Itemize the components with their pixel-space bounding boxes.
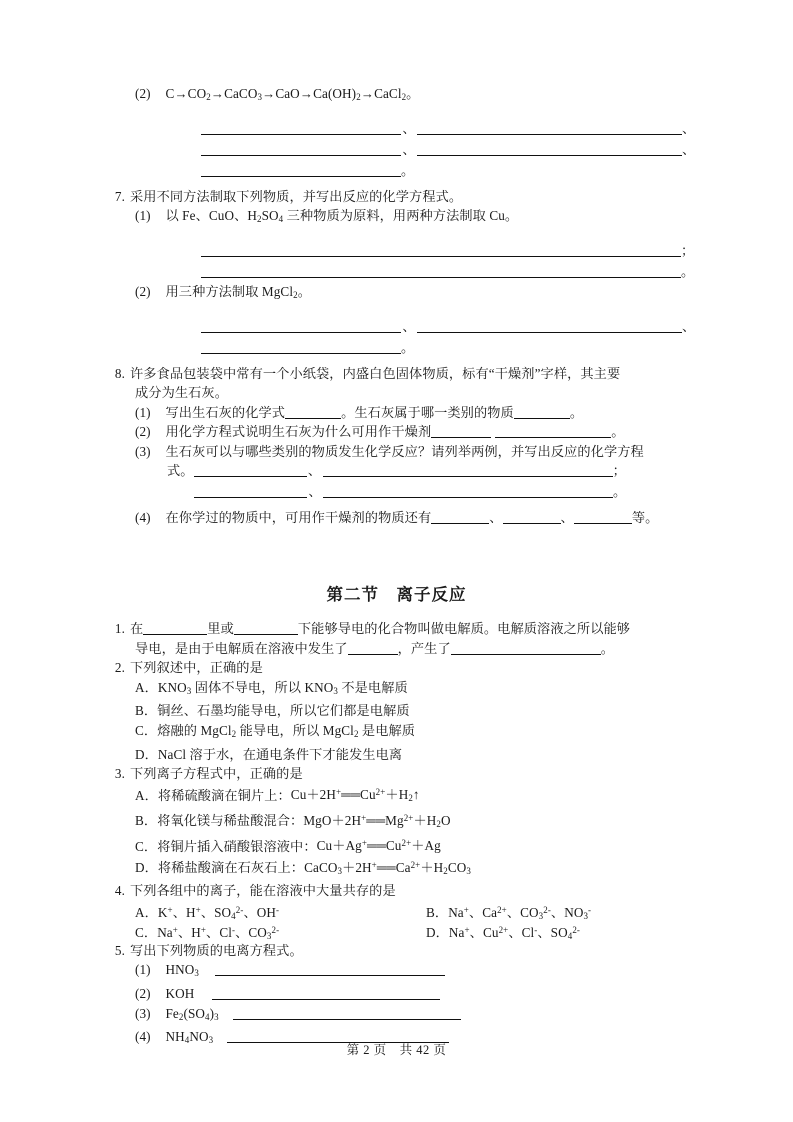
option-label: B． (135, 812, 158, 828)
s2q5-item2-label: (2) (135, 986, 151, 1002)
s2-question-1-line-1 (104, 619, 689, 639)
answer-blank[interactable] (348, 641, 398, 655)
question-7-item-2 (104, 282, 689, 306)
option-label: D． (135, 859, 158, 875)
option-label: A． (135, 679, 158, 695)
option-label: B． (135, 703, 158, 719)
answer-blank[interactable] (495, 424, 611, 438)
answer-blank[interactable] (574, 510, 632, 524)
s2q4-options-row-1 (104, 901, 689, 921)
s2q3-option-b[interactable] (104, 809, 689, 835)
s2q3-number: 3. (114, 766, 125, 782)
s2q2-option-b[interactable] (104, 701, 689, 721)
option-ions: Na+、$Ca^{2+}$、$CO_3^{2-}$、$NO_3^-$ (448, 904, 592, 921)
option-label: C． (135, 722, 158, 738)
answer-blank[interactable] (201, 264, 681, 278)
q7-item1-answer-line-2: 。 (104, 261, 689, 282)
answer-blank[interactable] (201, 142, 401, 156)
option-ions: K+、H+、$SO_4^{2-}$、OH- (157, 904, 280, 921)
q8-item3-text: 生石灰可以与哪些类别的物质发生化学反应？请列举两例，并写出反应的化学方程 (165, 443, 644, 459)
q7-item1-label: (1) (135, 208, 151, 224)
s2q1-text-c: 下能够导电的化合物叫做电解质。电解质溶液之所以能够 (297, 621, 631, 637)
s2q4-option-d[interactable] (426, 921, 580, 947)
question-8-item-3-cont: 式。 、 ； (167, 463, 626, 479)
option-desc: 将稀盐酸滴在石灰石上： (157, 859, 305, 875)
s2q4-number: 4. (114, 883, 125, 899)
q6-answer-line-2: 、 、 (104, 139, 689, 160)
answer-blank[interactable] (323, 463, 613, 477)
answer-blank[interactable] (201, 340, 401, 354)
answer-blank[interactable] (194, 463, 307, 477)
answer-blank[interactable] (451, 641, 601, 655)
s2q1-text-a: 在 (130, 621, 144, 637)
question-8-item-4: (4) 在你学过的物质中，可用作干燥剂的物质还有 、 、 等。 (135, 509, 659, 525)
option-ions: Na+、$Cu^{2+}$、Cl-、$SO_4^{2-}$ (448, 924, 580, 941)
q7-item2-answer-line-1: 、 、 (104, 316, 689, 337)
q8-item2-text-a: 用化学方程式说明生石灰为什么可用作干燥剂 (165, 424, 432, 440)
option-text: NaCl 溶于水，在通电条件下才能发生电离 (157, 746, 403, 762)
answer-blank[interactable] (143, 621, 207, 635)
s2q5-item3-formula: $Fe_2(SO_4)_3$ (165, 1005, 219, 1022)
q7-item2-label: (2) (135, 283, 151, 299)
s2q5-item1-label: (1) (135, 962, 151, 978)
option-label: D． (135, 746, 158, 762)
option-text: 熔融的 MgCl$_2$ 能导电，所以 MgCl$_2$ 是电解质 (157, 722, 416, 740)
q8-item1-text-c: 。 (569, 404, 584, 420)
q8-item1-label: (1) (135, 404, 151, 420)
q8-item4-tail: 等。 (631, 509, 659, 525)
q6-answer-line-1: 、 、 (104, 118, 689, 139)
answer-blank[interactable] (417, 121, 682, 135)
s2q1-text-b: 里或 (207, 621, 234, 637)
s2-question-4-stem (104, 881, 689, 901)
question-8-item-3 (104, 442, 689, 462)
q8-item2-text-c: 。 (611, 424, 625, 440)
answer-blank[interactable] (194, 484, 307, 498)
q8-item4-text-a: 在你学过的物质中，可用作干燥剂的物质还有 (165, 509, 432, 525)
s2q1-text-d: 导电，是由于电解质在溶液中发生了 (135, 640, 348, 656)
s2-question-1-line-2 (104, 639, 689, 659)
s2q5-item1-formula: $HNO_3$ (165, 962, 199, 979)
question-8-item-1 (104, 403, 689, 423)
page-footer: 第 2 页 共 42 页 (346, 1043, 447, 1057)
question-7-stem (104, 187, 689, 207)
answer-blank[interactable] (201, 243, 681, 257)
s2q2-option-c[interactable] (104, 721, 689, 745)
answer-blank[interactable] (417, 319, 682, 333)
s2q5-item3-label: (3) (135, 1005, 151, 1021)
answer-blank[interactable] (215, 962, 445, 976)
q6-item2-label: (2) (135, 86, 151, 101)
option-equation: $CaCO_3+2H^+══Ca^{2+}+H_2CO_3$ (304, 859, 471, 876)
s2q5-item4-label: (4) (135, 1029, 151, 1045)
question-8-item-3-answer-line-2: 、 。 (104, 481, 689, 502)
q7-item1-answer-line-1: ； (104, 240, 689, 261)
answer-blank[interactable] (417, 142, 682, 156)
option-desc: 将铜片插入硝酸银溶液中： (157, 838, 317, 854)
option-text: 铜丝、石墨均能导电，所以它们都是电解质 (157, 703, 410, 719)
s2q1-number: 1. (114, 621, 125, 637)
s2q2-stem-text: 下列叙述中，正确的是 (130, 660, 263, 676)
s2q5-item-3 (104, 1004, 689, 1028)
q8-item4-label: (4) (135, 509, 151, 525)
q8-item1-text-b: 。生石灰属于哪一类别的物质 (341, 404, 514, 420)
q8-stem-text-1: 许多食品包装袋中常有一个小纸袋，内盛白色固体物质，标有“干燥剂”字样，其主要 (130, 365, 621, 381)
s2q3-stem-text: 下列离子方程式中，正确的是 (130, 766, 303, 782)
q8-item3-label: (3) (135, 443, 151, 459)
s2q1-text-f: 。 (600, 640, 615, 656)
option-equation: $Cu+Ag^+══Cu^{2+}+Ag$ (316, 838, 441, 854)
q8-item3-cont-prefix: 式。 (167, 463, 194, 479)
option-label: C． (135, 838, 158, 854)
q8-number: 8. (114, 365, 125, 381)
answer-blank[interactable] (514, 405, 570, 419)
q6-answer-line-3: 。 (104, 160, 689, 181)
answer-blank[interactable] (431, 510, 489, 524)
s2q2-option-d[interactable] (104, 745, 689, 765)
answer-blank[interactable] (201, 319, 401, 333)
s2q4-options-row-2 (104, 921, 689, 941)
q8-item1-text-a: 写出生石灰的化学式 (165, 404, 286, 420)
q7-stem-text: 采用不同方法制取下列物质，并写出反应的化学方程式。 (130, 188, 463, 204)
q7-item1-text: 以 Fe、CuO、$H_2SO_4$ 三种物质为原料，用两种方法制取 Cu。 (165, 208, 519, 225)
option-equation: $Cu+2H^+══Cu^{2+}+H_2↑$ (290, 787, 420, 804)
q8-stem-text-2: 成分为生石灰。 (135, 385, 229, 401)
s2q1-text-e: ，产生了 (397, 640, 451, 656)
s2q5-item-1 (104, 960, 689, 984)
s2q5-stem-text: 写出下列物质的电离方程式。 (130, 942, 303, 958)
option-equation: $MgO+2H^+══Mg^{2+}+H_2O$ (303, 812, 451, 830)
s2q2-option-a[interactable] (104, 678, 689, 702)
option-label: C． (135, 924, 158, 940)
s2-question-3-stem (104, 764, 689, 784)
s2q5-number: 5. (114, 942, 125, 958)
answer-blank[interactable] (234, 621, 298, 635)
answer-blank[interactable] (323, 484, 613, 498)
question-7-item-1 (104, 206, 689, 230)
section-title: 第二节 离子反应 (326, 585, 467, 605)
s2q5-item2-formula: KOH (165, 986, 195, 1002)
s2q4-option-c[interactable] (135, 921, 279, 947)
s2-question-2-stem (104, 658, 689, 678)
option-desc: 将稀硫酸滴在铜片上： (157, 787, 291, 803)
q7-number: 7. (114, 188, 125, 204)
page-content (104, 84, 696, 1051)
question-8-item-2 (104, 422, 689, 442)
s2q5-item4-formula: $NH_4NO_3$ (165, 1029, 214, 1046)
question-8-stem-line-1 (104, 364, 689, 384)
option-desc: 将氧化镁与稀盐酸混合： (157, 812, 304, 828)
s2q2-number: 2. (114, 660, 125, 676)
s2q3-option-c[interactable] (104, 835, 689, 856)
s2q3-option-a[interactable] (104, 784, 689, 810)
option-text: $KNO_3$ 固体不导电，所以 $KNO_3$ 不是电解质 (157, 679, 408, 696)
s2q4-stem-text: 下列各组中的离子，能在溶液中大量共存的是 (130, 883, 396, 899)
answer-blank[interactable] (212, 986, 440, 1000)
s2q3-option-d[interactable] (104, 856, 689, 882)
q7-item2-text: 用三种方法制取 MgCl$_2$。 (165, 283, 311, 301)
option-label: B． (426, 904, 449, 920)
answer-blank[interactable] (201, 163, 401, 177)
q8-item2-label: (2) (135, 424, 151, 440)
answer-blank[interactable] (233, 1006, 461, 1020)
option-label: A． (135, 787, 158, 803)
option-label: A． (135, 904, 158, 920)
q7-item2-answer-line-2: 。 (104, 337, 689, 358)
question-6-item-2 (104, 84, 689, 108)
answer-blank[interactable] (285, 405, 341, 419)
option-label: D． (426, 924, 449, 940)
q6-item2-text: $C\to CO_2\to CaCO_3\to CaO\to Ca(OH)_2\to CaCl_2$。 (165, 86, 420, 103)
s2q5-item-2 (104, 984, 689, 1004)
answer-blank[interactable] (431, 424, 491, 438)
option-ions: Na+、H+、Cl-、$CO_3^{2-}$ (157, 924, 280, 941)
answer-blank[interactable] (503, 510, 561, 524)
question-8-stem-line-2 (104, 383, 689, 403)
answer-blank[interactable] (201, 121, 401, 135)
